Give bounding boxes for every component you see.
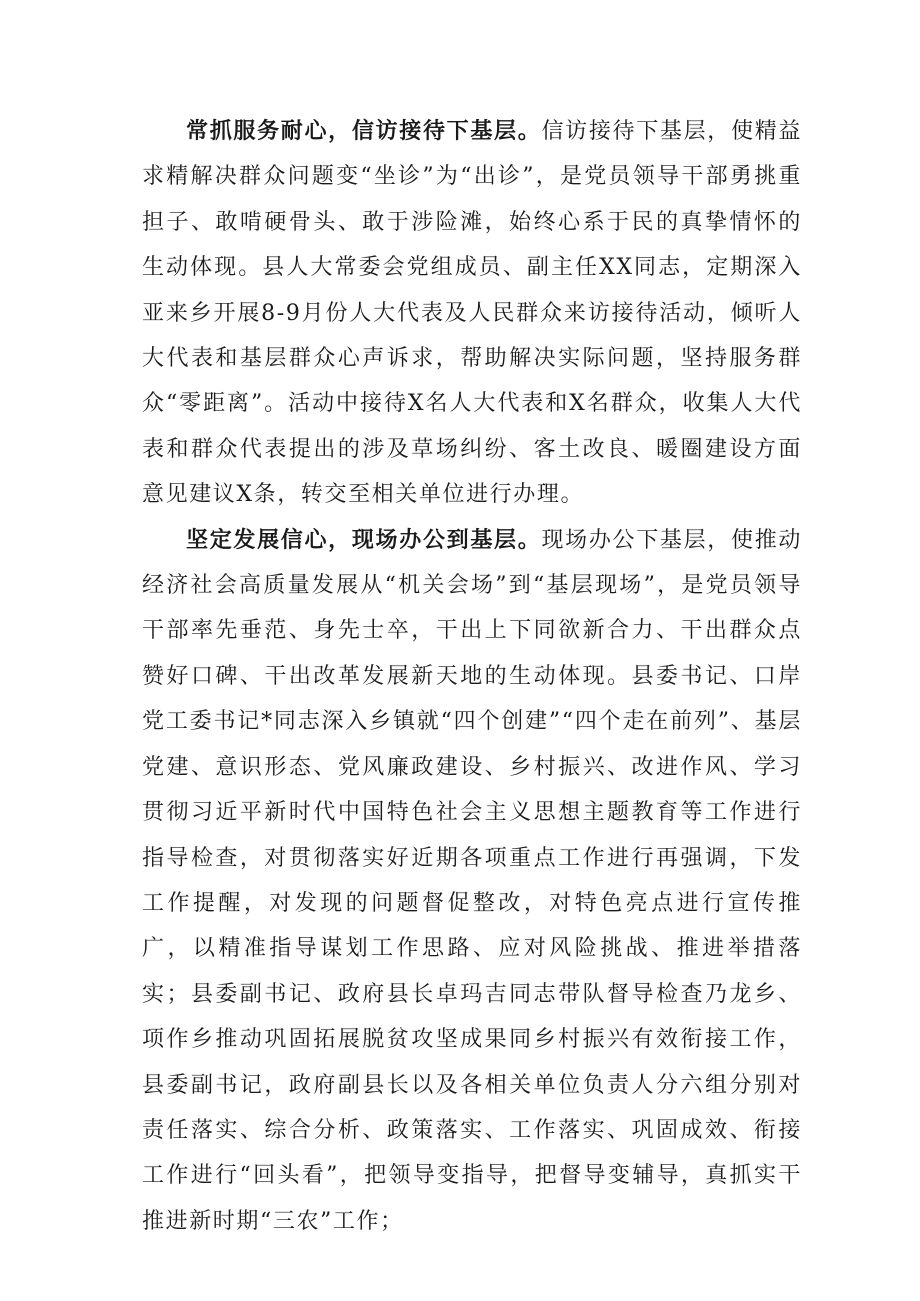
paragraph-onsite-office bbox=[142, 518, 802, 1245]
paragraph-grassroots-petition bbox=[142, 109, 802, 518]
paragraph-text: 信访接待下基层，使精益求精解决群众问题变“坐诊”为“出诊”，是党员领导干部勇挑重担子、敢啃硬骨头、敢于涉险滩，始终心系于民的真挚情怀的生动体现。县人大常委会党组成员、副主任XX同志，定期深入亚来乡开展8-9月份人大代表及人民群众来访接待活动，倾听人大代表和基层群众心声诉求，帮助解决实际问题，坚持服务群众“零距离”。活动中接待X名人大代表和X名群众，收集人大代表和群众代表提出的涉及草场纠纷、客土改良、暖圈建设方面意见建议X条，转交至相关单位进行办理。 bbox=[142, 119, 802, 508]
document-body bbox=[142, 109, 802, 1244]
paragraph-text: 现场办公下基层，使推动经济社会高质量发展从“机关会场”到“基层现场”，是党员领导干部率先垂范、身先士卒，干出上下同欲新合力、干出群众点赞好口碑、干出改革发展新天地的生动体现。县委书记、口岸党工委书记*同志深入乡镇就“四个创建”“四个走在前列”、基层党建、意识形态、党风廉政建设、乡村振兴、改进作风、学习贯彻习近平新时代中国特色社会主义思想主题教育等工作进行指导检查，对贯彻落实好近期各项重点工作进行再强调，下发工作提醒，对发现的问题督促整改，对特色亮点进行宣传推广，以精准指导谋划工作思路、应对风险挑战、推进举措落实；县委副书记、政府县长卓玛吉同志带队督导检查乃龙乡、项作乡推动巩固拓展脱贫攻坚成果同乡村振兴有效衔接工作，县委副书记，政府副县长以及各相关单位负责人分六组分别对责任落实、综合分析、政策落实、工作落实、巩固成效、衔接工作进行“回头看”，把领导变指导，把督导变辅导，真抓实干推进新时期“三农”工作； bbox=[142, 527, 802, 1234]
paragraph-heading: 坚定发展信心，现场办公到基层。 bbox=[186, 526, 542, 553]
paragraph-heading: 常抓服务耐心，信访接待下基层。 bbox=[186, 118, 542, 144]
